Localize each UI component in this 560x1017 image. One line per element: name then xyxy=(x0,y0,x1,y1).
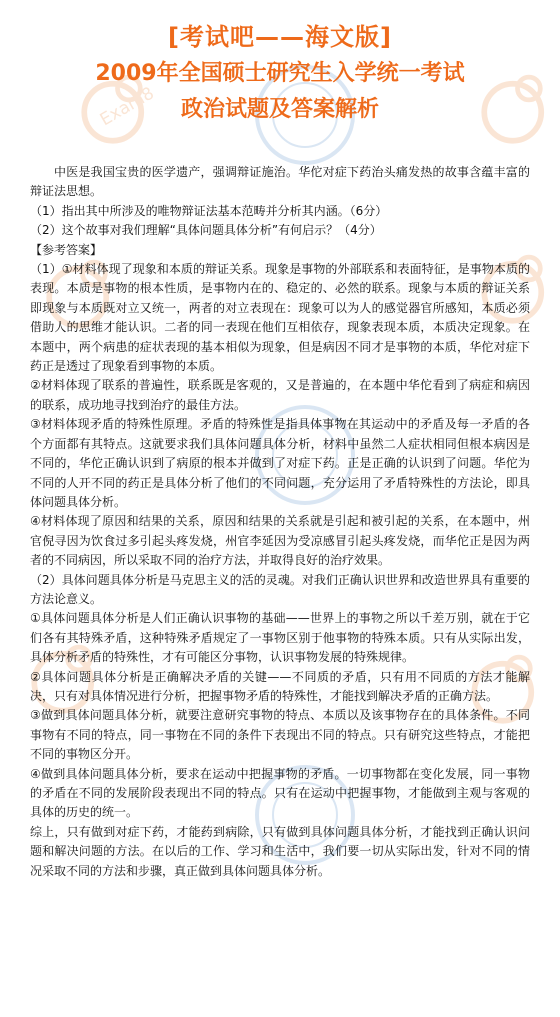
question-part-2: （2）这个故事对我们理解“具体问题具体分析”有何启示？（4分） xyxy=(30,223,382,238)
answer-1-point-3: ③材料体现矛盾的特殊性原理。矛盾的特殊性是指具体事物在其运动中的矛盾及每一矛盾的各个方面都有其特点。这就要求我们具体问题具体分析，材料中虽然二人症状相同但根本病因是不同的，华佗正确认识到了病原的根本并做到了对症下药。正是正确的认识到了问题。华佗为不同的人开不同的药正是具体分析了他们的不同问题，充分运用了矛盾特殊性的方法论，即具体问题具体分析。 xyxy=(30,417,530,509)
answer-conclusion: 综上，只有做到对症下药，才能药到病除，只有做到具体问题具体分析，才能找到正确认识问题和解决问题的方法。在以后的工作、学习和生活中，我们要一切从实际出发，针对不同的情况采取不同的方法和步骤，真正做到具体问题具体分析。 xyxy=(30,824,530,878)
question-stem: 中医是我国宝贵的医学遗产，强调辩证施治。华佗对症下药治头痛发热的故事含蕴丰富的辩证法思想。 xyxy=(30,165,530,199)
brand-title: [考试吧——海文版] xyxy=(168,23,392,51)
subject-title: 政治试题及答案解析 xyxy=(180,96,379,122)
answer-2-point-3: ③做到具体问题具体分析，就要注意研究事物的特点、本质以及该事物存在的具体条件。不同事物有不同的特点，同一事物在不同的条件下表现出不同的特点。只有研究这些特点，才能把不同的事物区分开。 xyxy=(30,708,530,762)
answer-2-point-2: ②具体问题具体分析是正确解决矛盾的关键——不同质的矛盾，只有用不同质的方法才能解决，只有对具体情况进行分析，把握事物矛盾的特殊性，才能找到解决矛盾的正确方法。 xyxy=(30,669,530,703)
document-body xyxy=(30,163,530,881)
answer-1-intro: （1）①材料体现了现象和本质的辩证关系。现象是事物的外部联系和表面特征，是事物本质的表现。本质是事物的根本性质，是事物内在的、稳定的、必然的联系。现象与本质的辩证关系即现象与本质既对立又统一，两者的对立表现在：现象可以为人的感觉器官所感知，本质必须借助人的思维才能认识。二者的同一表现在他们互相依存，现象表现本质，本质决定现象。在本题中，两个病患的症状表现的基本相似为现象，但是病因不同才是事物的本质，华佗对症下药正是透过了现象看到事物的本质。 xyxy=(30,262,530,374)
answer-2-point-4: ④做到具体问题具体分析，要求在运动中把握事物的矛盾。一切事物都在变化发展，同一事物的矛盾在不同的发展阶段表现出不同的特点。只有在运动中把握事物，才能做到主观与客观的具体的历史的统一。 xyxy=(30,766,530,820)
answer-2-point-1: ①具体问题具体分析是人们正确认识事物的基础——世界上的事物之所以千差万别，就在于它们各有其特殊矛盾，这种特殊矛盾规定了一事物区别于他事物的特殊本质。只有从实际出发，具体分析矛盾的特殊性，才有可能区分事物，认识事物发展的特殊规律。 xyxy=(30,611,530,665)
answer-1-point-4: ④材料体现了原因和结果的关系，原因和结果的关系就是引起和被引起的关系，在本题中，州官倪寻因为饮食过多引起头疼发烧，州官李延因为受凉感冒引起头疼发烧，而华佗正是因为两者的不同病因，所以采取不同的治疗方法，并取得良好的治疗效果。 xyxy=(30,514,530,568)
document-header xyxy=(0,22,560,123)
answer-heading: 【参考答案】 xyxy=(30,242,103,257)
exam-title: 2009年全国硕士研究生入学统一考试 xyxy=(95,61,465,86)
answer-1-point-2: ②材料体现了联系的普遍性，联系既是客观的，又是普遍的，在本题中华佗看到了病症和病因的联系，成功地寻找到治疗的最佳方法。 xyxy=(30,378,530,412)
answer-2-intro: （2）具体问题具体分析是马克思主义的活的灵魂。对我们正确认识世界和改造世界具有重要的方法论意义。 xyxy=(30,572,530,606)
question-part-1: （1）指出其中所涉及的唯物辩证法基本范畴并分析其内涵。（6分） xyxy=(30,203,388,218)
watermark-subtext: Exam8 xyxy=(96,83,158,131)
